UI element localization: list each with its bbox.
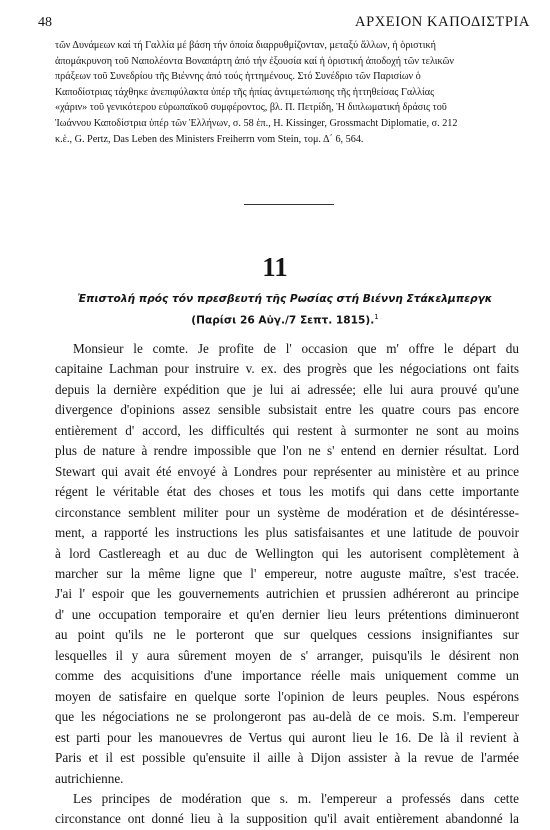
document-number: 11 [262,252,288,282]
footnote-line: Καποδίστριας τάχθηκε ἀνεπιφύλακτα ὑπέρ τῆς ἠπίας ἀντιμετώπισης τῆς ἡττηθείσας Γαλλίας [55,86,435,98]
text-line: circonstance semblent militer pour un système de modération et de désintéresse- [55,504,519,520]
text-line: régent le véritable état des choses et tous les motifs qui dans cette importante [55,484,519,500]
text-line: Paris et il est possible qu'ensuite il aille à Dijon assister à la revue de l'armée [55,750,519,766]
paragraph-1 [55,339,519,789]
paragraph-2 [55,789,519,830]
document-heading [50,290,520,330]
text-line: Les principes de modération que s. m. l'empereur a professés dans cette [73,790,519,806]
text-line: circonstance ont donné lieu à la supposition qu'il avait entièrement abandonné la [55,811,519,827]
text-line: est parti pour les manouevres de Vertus qui auront lieu le 16. De là il revient à [55,729,519,745]
text-line: J'ai l' espoir que les gouvernements autrichien et prussien adhéreront au principe [55,586,519,602]
running-title: ΑΡΧΕΙΟΝ ΚΑΠΟΔΙΣΤΡΙΑ [355,14,530,30]
text-line: autrichienne. [55,770,124,786]
section-divider [244,204,334,205]
footnote-block [55,38,519,147]
text-line: entièrement d' accord, les difficultés qui restent à surmonter ne sont au moins [55,422,519,438]
text-line: à lord Castlereagh et au duc de Wellington qui les autorisent complètement à [55,545,519,561]
text-line: que les négociations ne se prolongeront pas au-delà de ce mois. S.m. l'empereur [55,709,519,725]
footnote-marker: 1 [374,313,379,321]
text-line: divergence d'opinions assez sensible subsistait entre les quatre cours pas encore [55,402,519,418]
page-number: 48 [38,15,52,30]
letter-body [55,339,519,830]
footnote-line: ἀπομάκρυνση τοῦ Ναπολέοντα Βοναπάρτη ἀπό τήν ἐξουσία καί ἡ ὁριστική ἀποδοχή τῶν τελικῶν [55,55,454,67]
text-line: au point qu'ils ne le porteront que sur quelques cessions insignifiantes sur [55,627,519,643]
text-line: capitaine Lachman pour instruire v. ex. des progrès que les négociations ont faits [55,361,519,377]
text-line: Stewart qui avait été envoyé à Londres pour représenter au ministère et au prince [55,463,519,479]
footnote-line: «χάριν» τοῦ γενικότερου εὐρωπαϊκοῦ συμφέροντος, βλ. Π. Πετρίδη, Ἡ διπλωματική δράσις τοῦ [55,102,447,114]
running-header [38,14,530,31]
footnote-line: τῶν Δυνάμεων καί τή Γαλλία μέ βάση τήν ὁποία διαρρυθμίζονταν, μεταξύ ἄλλων, ἡ ὁριστική [55,40,436,51]
text-line: ment, a rapporté les instructions les plus satisfaisantes et une latitude de pouvoir [55,525,519,541]
text-line: d' une occupation temporaire et qu'en dernier lieu leurs prétentions diminueront [55,606,519,622]
heading-date [50,308,520,330]
text-line: Monsieur le comte. Je profite de l' occasion que m' offre le départ du [73,341,519,356]
footnote-line: πράξεων τοῦ Συνεδρίου τῆς Βιέννης ἀπό τούς ἡττημένους. Στό Συνέδριο τῶν Παρισίων ὁ [55,71,421,83]
text-line: lesquelles il y aura sûrement moyen de s' arranger, puisqu'ils le désirent non [55,647,519,663]
text-line: moyen de satisfaire en quelque sorte l'opinion de leurs peuples. Nous espérons [55,688,519,704]
text-line: plus de nature à rendre impossible que l'on ne s' entend en dernier résultat. Lord [55,443,519,459]
heading-title: Ἐπιστολή πρός τόν πρεσβευτή τῆς Ρωσίας στή Βιέννη Στάκελμπεργκ [77,293,493,305]
footnote-line: κ.ἑ., G. Pertz, Das Leben des Ministers Freiherrn vom Stein, τομ. Δ΄ 6, 564. [55,133,364,145]
text-line: comme des acquisitions d'une importance réelle mais uniquement comme un [55,668,519,684]
text-line: depuis la dernière expédition que je lui ai adressée; elle lui aura prouvé qu'une [55,381,519,397]
text-line: marcher sur la même ligne que l' empereur, notre auguste maître, s'est tracée. [55,565,519,581]
footnote-line: Ἰωάννου Καποδίστρια ὑπέρ τῶν Ἑλλήνων, σ. 58 ἑπ., H. Kissinger, Grossmacht Diplomatie, σ. 212 [55,117,458,129]
heading-date-text: (Παρίσι 26 Αὐγ./7 Σεπτ. 1815). [191,314,375,327]
